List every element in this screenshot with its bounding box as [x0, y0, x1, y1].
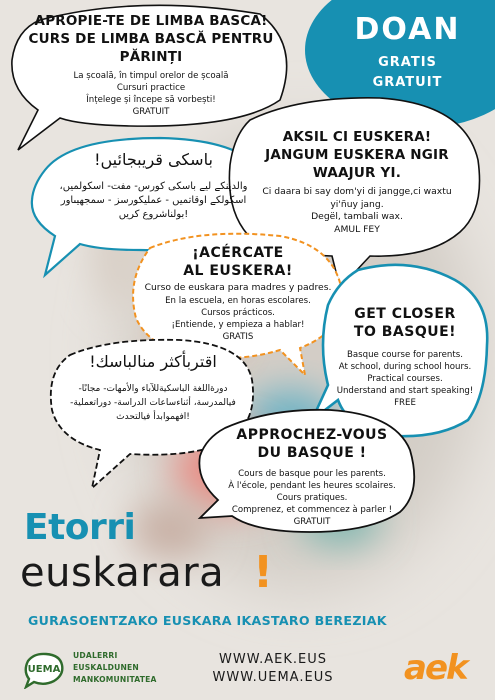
svg-text:UEMA: UEMA — [27, 664, 61, 675]
wolof-line: yi'ñuy jang. — [330, 198, 384, 210]
aek-logo: aek — [404, 648, 467, 688]
french-title-1: APPROCHEZ-VOUS — [236, 427, 388, 443]
arabic-line: دورةاللغة الباسكيةللآباء والأمهات- مجانًا- — [78, 384, 228, 394]
brand-euskarara: euskarara — [20, 550, 225, 596]
english-line: Practical courses. — [367, 374, 443, 384]
uema-name-line1: UDALERRI — [73, 651, 118, 660]
romanian-line: Înțelege și începe să vorbești! — [86, 95, 216, 105]
spanish-block — [132, 244, 344, 343]
free-badge-title: DOAN — [354, 12, 461, 47]
wolof-title-2: JANGUM EUSKERA NGIR — [265, 147, 449, 163]
french-line: Cours pratiques. — [276, 493, 348, 503]
brand-etorri: Etorri — [24, 507, 136, 548]
wolof-title-1: AKSIL CI EUSKERA! — [282, 129, 432, 145]
spanish-line: Cursos prácticos. — [201, 307, 275, 318]
french-line: À l'école, pendant les heures scolaires. — [228, 481, 396, 491]
spanish-line: GRATIS — [222, 331, 254, 342]
tagline: GURASOENTZAKO EUSKARA IKASTARO BEREZIAK — [28, 613, 387, 628]
urdu-line: !بولناشروع کریں — [118, 209, 189, 220]
romanian-block — [16, 12, 286, 118]
urdu-line: اسکولکے اوقاتمیں - عملیکورسز - سمجھیںاور — [60, 195, 247, 206]
uema-website-link[interactable]: WWW.UEMA.EUS — [212, 670, 334, 685]
spanish-line: En la escuela, en horas escolares. — [165, 295, 311, 306]
french-line: Cours de basque pour les parents. — [238, 469, 386, 479]
french-line: Comprenez, et commencez à parler ! — [231, 505, 393, 515]
spanish-title-1: ¡ACÉRCATE — [192, 245, 284, 261]
french-title-2: DU BASQUE ! — [257, 445, 367, 461]
english-line: At school, during school hours. — [338, 362, 472, 372]
arabic-line: !افهموابدأ فيالتحدث — [116, 412, 190, 422]
french-block — [206, 426, 418, 528]
romanian-title-2: CURS DE LIMBA BASCĂ PENTRU PĂRINȚI — [28, 31, 274, 65]
urdu-block — [46, 150, 261, 222]
uema-logo — [22, 651, 66, 689]
romanian-line: GRATUIT — [132, 107, 170, 117]
english-line: Basque course for parents. — [347, 350, 463, 360]
wolof-line: AMUL FEY — [334, 223, 380, 235]
wolof-line: Degël, tambali wax. — [311, 211, 403, 222]
arabic-block — [56, 352, 250, 424]
romanian-line: La școală, în timpul orelor de școală — [73, 71, 229, 81]
romanian-line: Cursuri practice — [116, 83, 186, 93]
english-block — [322, 305, 488, 409]
uema-name-line2: EUSKALDUNEN — [73, 663, 139, 672]
arabic-title: !اقتربأكثر منالباسك — [89, 352, 217, 371]
urdu-line: والدینکے لیے باسکی کورس- مفت- اسکولمیں، — [59, 181, 248, 192]
english-line: Understand and start speaking! — [336, 386, 474, 396]
brand-exclamation: ! — [253, 547, 274, 598]
spanish-line: ¡Entiende, y empieza a hablar! — [171, 319, 305, 330]
english-title-2: TO BASQUE! — [353, 324, 457, 340]
aek-website-link[interactable]: WWW.AEK.EUS — [219, 652, 327, 667]
french-line: GRATUIT — [293, 517, 331, 527]
spanish-line: Curso de euskara para madres y padres. — [144, 282, 332, 293]
free-badge-line2: GRATUIT — [372, 75, 443, 90]
wolof-line: Ci daara bi say dom'yi di jangge,ci waxtu — [262, 186, 452, 197]
romanian-title-1: APROPIE-TE DE LIMBA BASCA! — [34, 13, 268, 29]
english-title-1: GET CLOSER — [354, 306, 456, 322]
spanish-title-2: AL EUSKERA! — [183, 263, 293, 279]
wolof-block — [238, 128, 476, 236]
english-line: FREE — [394, 398, 416, 408]
uema-name-line3: MANKOMUNITATEA — [73, 675, 157, 684]
wolof-title-3: WAAJUR YI. — [312, 165, 402, 181]
arabic-line: فيالمدرسة، أثناءساعات الدراسة- دوراتعملية- — [70, 398, 236, 408]
urdu-title: !باسکی قریبجائیں — [94, 150, 213, 169]
free-badge-line1: GRATIS — [378, 55, 437, 70]
